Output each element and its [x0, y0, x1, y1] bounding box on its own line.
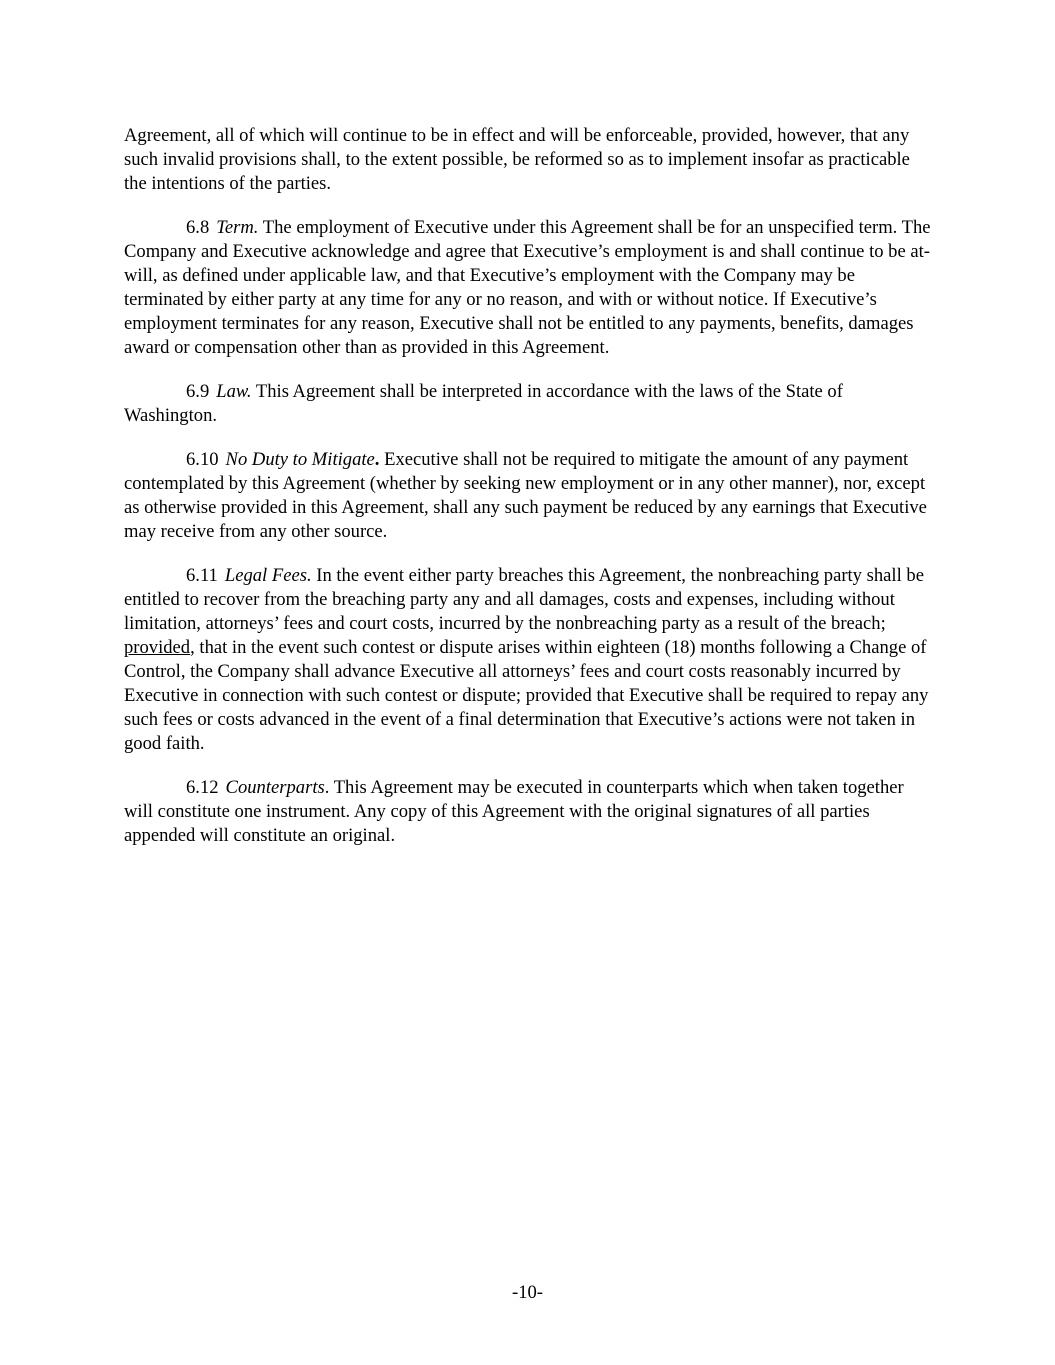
section-heading: Counterparts [225, 777, 325, 798]
section-number: 6.8 [186, 217, 210, 238]
section-body-before: In the event either party breaches this Agreement, the nonbreaching party shall be entitled to recover from the breaching party any and all damages, costs and expenses, including without limitation, attorneys’ fees and court costs, incurred by the nonbreaching party as a result of the breach; [124, 565, 924, 634]
section-heading: Term. [216, 217, 259, 238]
section-heading-period: . [374, 449, 380, 470]
section-6-10 [124, 448, 936, 544]
section-6-11 [124, 564, 936, 756]
section-6-12 [124, 776, 936, 848]
section-number: 6.9 [186, 381, 210, 402]
section-body: This Agreement shall be interpreted in accordance with the laws of the State of Washington. [124, 381, 843, 426]
section-body: . This Agreement may be executed in counterparts which when taken together will constitute one instrument. Any copy of this Agreement with the original signatures of all parties appended will constitute an original. [124, 777, 904, 846]
section-heading: Legal Fees. [224, 565, 312, 586]
section-number: 6.10 [186, 449, 219, 470]
page-number: -10- [512, 1282, 543, 1303]
section-number: 6.11 [186, 565, 218, 586]
underlined-term: provided [124, 637, 191, 658]
section-6-9 [124, 380, 936, 428]
section-6-8 [124, 216, 936, 360]
section-heading: No Duty to Mitigate [225, 449, 375, 470]
section-body: Executive shall not be required to mitigate the amount of any payment contemplated by this Agreement (whether by seeking new employment or in any other manner), nor, except as otherwise provided in this Agreement, shall any such payment be reduced by any earnings that Executive may receive from any other source. [124, 449, 927, 542]
continuation-paragraph: Agreement, all of which will continue to be in effect and will be enforceable, provided, however, that any such invalid provisions shall, to the extent possible, be reformed so as to implement insofar as practicable the intentions of the parties. [124, 125, 910, 194]
section-heading: Law. [216, 381, 252, 402]
section-number: 6.12 [186, 777, 219, 798]
section-body-after: , that in the event such contest or dispute arises within eighteen (18) months following a Change of Control, the Company shall advance Executive all attorneys’ fees and court costs reasonably incurred by Executive in connection with such contest or dispute; provided that Executive shall be required to repay any such fees or costs advanced in the event of a final determination that Executive’s actions were not taken in good faith. [124, 637, 929, 754]
section-body: The employment of Executive under this Agreement shall be for an unspecified term. The Company and Executive acknowledge and agree that Executive’s employment is and shall continue to be at-will, as defined under applicable law, and that Executive’s employment with the Company may be terminated by either party at any time for any or no reason, and with or without notice. If Executive’s employment terminates for any reason, Executive shall not be entitled to any payments, benefits, damages award or compensation other than as provided in this Agreement. [124, 217, 931, 358]
document-page [124, 124, 936, 868]
